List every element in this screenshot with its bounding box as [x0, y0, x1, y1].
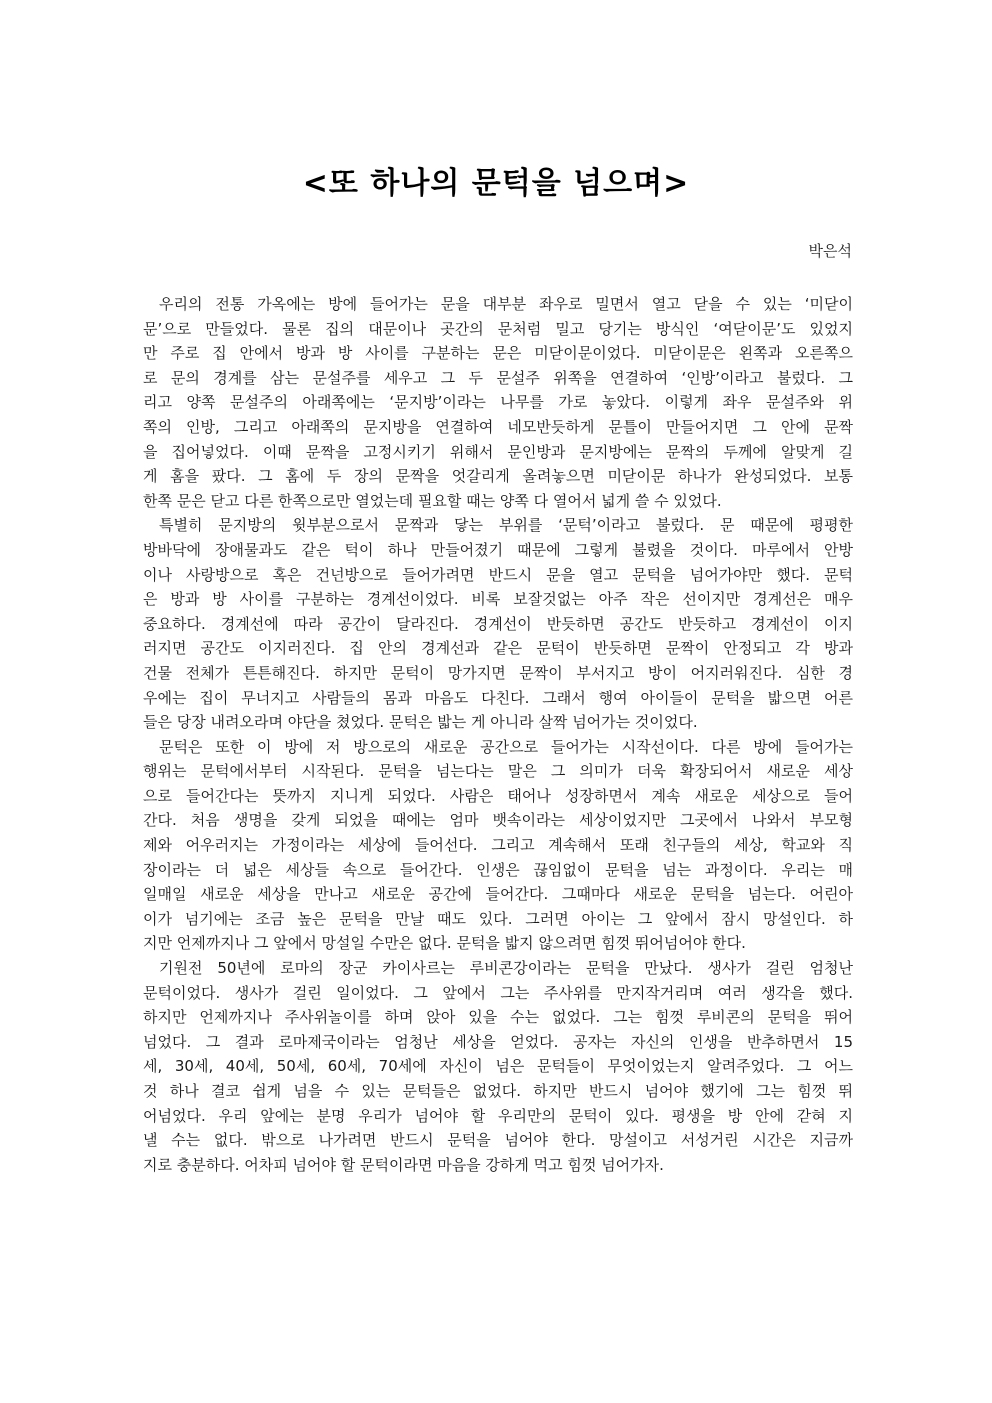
text-line: 어넘었다. 우리 앞에는 분명 우리가 넘어야 할 우리만의 문턱이 있다. 평생을 방 안에 갇혀 지 [143, 1106, 853, 1125]
text-line: 중요하다. 경계선에 따라 공간이 달라진다. 경계선이 반듯하면 공간도 반듯하고 경계선이 이지 [143, 614, 853, 633]
text-line: 세, 30세, 40세, 50세, 60세, 70세에 자신이 넘은 문턱들이 무엇이었는지 알려주었다. 그 어느 [143, 1057, 853, 1076]
text-line: 지만 언제까지나 그 앞에서 망설일 수만은 없다. 문턱을 밟지 않으려면 힘껏 뛰어넘어야 한다. [143, 934, 746, 953]
text-line: 을 집어넣었다. 이때 문짝을 고정시키기 위해서 문인방과 문지방에는 문짝의 두께에 알맞게 길 [143, 442, 853, 461]
text-line: 으로 들어간다는 뜻까지 지니게 되었다. 사람은 태어나 성장하면서 계속 새로운 세상으로 들어 [143, 786, 853, 805]
text-line: 것 하나 결코 쉽게 넘을 수 있는 문턱들은 없었다. 하지만 반드시 넘어야 했기에 그는 힘껏 뛰 [143, 1082, 853, 1100]
text-line: 넘었다. 그 결과 로마제국이라는 엄청난 세상을 얻었다. 공자는 자신의 인생을 반추하면서 15 [143, 1032, 853, 1051]
text-line: 문턱이었다. 생사가 걸린 일이었다. 그 앞에서 그는 주사위를 만지작거리며 여러 생각을 했다. [143, 983, 853, 1002]
document-title: <또 하나의 문턱을 넘으며> [302, 166, 690, 201]
document-body [143, 292, 853, 1177]
text-line: 문’으로 만들었다. 물론 집의 대문이나 곳간의 문처럼 밀고 당기는 방식인 ‘여닫이문’도 있었지 [143, 319, 853, 338]
text-line: 문턱은 또한 이 방에 저 방으로의 새로운 공간으로 들어가는 시작선이다. 다른 방에 들어가는 [159, 737, 853, 756]
text-line: 낼 수는 없다. 밖으로 나가려면 반드시 문턱을 넘어야 한다. 망설이고 서성거린 시간은 지금까 [143, 1131, 853, 1150]
text-line: 장이라는 더 넓은 세상들 속으로 들어간다. 인생은 끊임없이 문턱을 넘는 과정이다. 우리는 매 [143, 860, 853, 879]
text-line: 만 주로 집 안에서 방과 방 사이를 구분하는 문은 미닫이문이었다. 미닫이문은 왼쪽과 오른쪽으 [143, 344, 853, 363]
author-name: 박은석 [808, 242, 852, 260]
text-line: 건물 전체가 튼튼해진다. 하지만 문턱이 망가지면 문짝이 부서지고 방이 어지러워진다. 심한 경 [143, 663, 853, 682]
paragraph-1 [143, 292, 853, 513]
text-line: 하지만 언제까지나 주사위놀이를 하며 앉아 있을 수는 없었다. 그는 힘껏 루비콘의 문턱을 뛰어 [143, 1008, 853, 1027]
text-line: 쪽의 인방, 그리고 아래쪽의 문지방을 연결하여 네모반듯하게 문틀이 만들어지면 그 안에 문짝 [143, 417, 853, 436]
text-line: 방바닥에 장애물과도 같은 턱이 하나 만들어졌기 때문에 그렇게 불렸을 것이다. 마루에서 안방 [143, 540, 853, 559]
text-line: 우리의 전통 가옥에는 방에 들어가는 문을 대부분 좌우로 밀면서 열고 닫을 수 있는 ‘미닫이 [159, 295, 853, 313]
text-line: 한쪽 문은 닫고 다른 한쪽으로만 열었는데 필요할 때는 양쪽 다 열어서 넓게 쓸 수 있었다. [143, 491, 722, 510]
text-line: 우에는 집이 무너지고 사람들의 몸과 마음도 다친다. 그래서 행여 아이들이 문턱을 밟으면 어른 [143, 688, 853, 707]
text-line: 러지면 공간도 이지러진다. 집 안의 경계선과 같은 문턱이 반듯하면 문짝이 안정되고 각 방과 [143, 639, 853, 658]
text-line: 특별히 문지방의 윗부분으로서 문짝과 닿는 부위를 ‘문턱’이라고 불렀다. 문 때문에 평평한 [159, 516, 853, 535]
paragraph-2 [143, 513, 853, 734]
text-line: 일매일 새로운 세상을 만나고 새로운 공간에 들어간다. 그때마다 새로운 문턱을 넘는다. 어린아 [143, 885, 853, 904]
paragraph-4 [143, 956, 853, 1177]
text-line: 행위는 문턱에서부터 시작된다. 문턱을 넘는다는 말은 그 의미가 더욱 확장되어서 새로운 세상 [143, 762, 853, 781]
text-line: 들은 당장 내려오라며 야단을 쳤었다. 문턱은 밟는 게 아니라 살짝 넘어가는 것이었다. [143, 713, 698, 732]
paragraph-3 [143, 735, 853, 956]
text-line: 리고 양쪽 문설주의 아래쪽에는 ‘문지방’이라는 나무를 가로 놓았다. 이렇게 좌우 문설주와 위 [143, 393, 853, 412]
text-line: 게 홈을 팠다. 그 홈에 두 장의 문짝을 엇갈리게 올려놓으면 미닫이문 하나가 완성되었다. 보통 [143, 467, 853, 486]
text-line: 지로 충분하다. 어차피 넘어야 할 문턱이라면 마음을 강하게 먹고 힘껏 넘어가자. [143, 1155, 664, 1174]
text-line: 간다. 처음 생명을 갖게 되었을 때에는 엄마 뱃속이라는 세상이었지만 그곳에서 나와서 부모형 [143, 811, 853, 830]
text-line: 로 문의 경계를 삼는 문설주를 세우고 그 두 문설주 위쪽을 연결하여 ‘인방’이라고 불렀다. 그 [143, 368, 853, 387]
text-line: 은 방과 방 사이를 구분하는 경계선이었다. 비록 보잘것없는 아주 작은 선이지만 경계선은 매우 [143, 590, 853, 609]
text-line: 제와 어우러지는 가정이라는 세상에 들어선다. 그리고 계속해서 또래 친구들의 세상, 학교와 직 [143, 836, 853, 855]
text-line: 이가 넘기에는 조금 높은 문턱을 만날 때도 있다. 그러면 아이는 그 앞에서 잠시 망설인다. 하 [143, 909, 853, 928]
text-line: 기원전 50년에 로마의 장군 카이사르는 루비콘강이라는 문턱을 만났다. 생사가 걸린 엄청난 [159, 959, 853, 978]
text-line: 이나 사랑방으로 혹은 건넌방으로 들어가려면 반드시 문을 열고 문턱을 넘어가야만 했다. 문턱 [143, 565, 853, 584]
